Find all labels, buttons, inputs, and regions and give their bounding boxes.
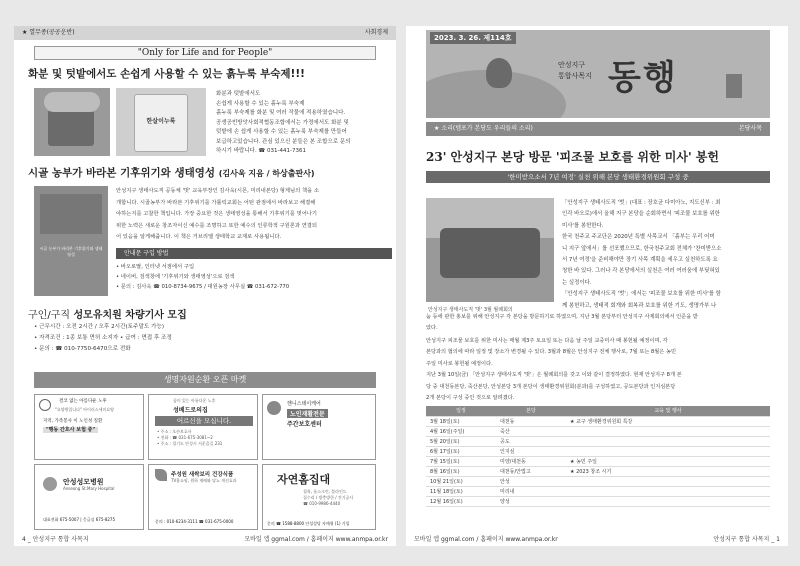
ad-day-care[interactable] (262, 394, 376, 460)
photo-caption: 안성지구 생태사도직 '벗' 3월 월례회의 (428, 307, 513, 313)
article2-title (28, 165, 315, 180)
ad3-top: 헨니스데이케어 (287, 401, 321, 407)
table-row: 12월 16일(토) 양성 (426, 496, 770, 506)
gardening-photo (34, 88, 110, 156)
article1-title: 화분 및 텃밭에서도 손쉽게 사용할 수 있는 흙누룩 부숙제!!! (28, 68, 305, 80)
ad2-info: • 주소 : 오산보호사 • 전화 : ☎ 031-675-3081~2 • 주소 : 경기도 안성시 서운읍길 231 (157, 429, 223, 446)
ad6-phone: 문의 ☎ 1588-8800 안성성당 자매형 (1) 가입 (267, 521, 350, 526)
ad5-phone: 문의 : 010-6234-3111 ☎ 031-675-0000 (155, 519, 234, 524)
schedule-table (426, 406, 770, 507)
book-cover-title: 시골 농부가 바라본 기후위기와 생태영성 (39, 246, 103, 257)
ad3-logo-icon (267, 401, 281, 415)
recruit-heading: 성모유치원 차량기사 모집 (73, 310, 187, 321)
left-footer-url: 모바일 앱 ggmal.com / 홈페이지 www.anmpa.or.kr (244, 536, 388, 543)
ad5-sub: TV홈쇼핑, 원하 재배와 당뇨 개선효과 (171, 478, 237, 483)
ad2-top: 꿈이 있는 아름다운 노후 (173, 398, 216, 403)
masthead-date: 2023. 3. 26. 제114호 (430, 32, 516, 44)
table-row: 10월 21일(토) 안성 (426, 476, 770, 486)
table-row: 7월 15일(토) 미양/대천동 ★ 농민 주일 (426, 456, 770, 466)
ad4-logo-icon (43, 477, 57, 491)
ad-nursing-home-1[interactable] (34, 394, 144, 460)
banner-motto: "Only for Life and for People" (34, 46, 376, 60)
article-body-2: 안성지구 피조물 보호를 위한 미사는 매월 제3주 토요일 또는 다음 날 주일 교중미사 때 봉헌될 예정이며, 각 본당과의 협의에 따라 일정 및 장소가 변경될 수 있다. 3월과 8월은 안성지구 전체 행사로, 7월 또는 8월은 농민 주일 미사로 봉헌될 예정이다. 지난 3월 10일(금) 「안성지구 생태사도직 '벗'」은 월례회의를 갖고 이와 같이 결정하였다. 현재 안성지구 8개 본 당 중 대천동본당, 죽산본당, 안성본당 3개 본당이 생태환경위원회(분과)를 구성하였고, 공도본당과 인지심본당 2개 본당이 구성 중인 것으로 알려졌다. (426, 338, 682, 402)
open-market-bar: 생명자원순환 오픈 마켓 (34, 372, 376, 388)
ad-st-mary-hospital[interactable] (34, 464, 144, 530)
recruit-category: 구인/구직 (28, 310, 71, 321)
right-footer-url: 모바일 앱 ggmal.com / 홈페이지 www.anmpa.or.kr (414, 536, 558, 543)
col-date: 일정 (426, 406, 496, 416)
masthead-sub1: 안성지구 (558, 61, 586, 69)
main-headline: 23' 안성지구 본당 방문 '피조물 보호를 위한 미사' 봉헌 (426, 150, 719, 164)
table-row: 8월 16일(토) 대천동/안법고 ★ 2023 창조 시기 (426, 466, 770, 476)
ad-st-peter-house[interactable] (148, 394, 258, 460)
ad1-logo-icon (39, 399, 51, 411)
right-page-header (426, 122, 770, 136)
left-page-header (14, 26, 396, 40)
headline-subbar: '한미받으소서 7년 여정' 실천 위해 본당 생태환경위원회 구성 중 (426, 171, 770, 183)
left-header-category: 사회경제 (364, 29, 388, 36)
recruit-title (28, 306, 187, 321)
article-body-1: 「안성지구 생태사도직 '벗」(대표 : 장호균 다미아노, 지도신부 : 최 인각 바오로)에서 올해 지구 본당을 순회하면서 '피조물 보호를 위한 미사'를 봉헌한다. 한국 천주교 주교단은 2020년 특별 사목교서 「흙부는 우리 어머 니 지구 앞에서」를 선포했으므로, 한국천주교회 전체가 '찬미받으소 서 7년 여정'을 준비해야만 장기 사목 계획을 세우고 실천하도록 요 청한 바 있다. 그러나 각 본당에서의 실천은 여러 여러움에 부딪혀있 는 실정이다. 「안성지구 생태사도직 '벗'」에서는 '피조물 보호를 위한 미사'를 함 께 봉헌하고, 생태적 회개와 회복과 보호를 위한 기도, 생명가부 나 (562, 200, 722, 309)
product-bag-label: 한살이누룩 (146, 118, 176, 125)
left-footer-page: 4 _ 안성지구 통합 사목지 (22, 536, 89, 543)
table-row: 4월 16일(주일) 죽산 (426, 426, 770, 436)
schedule-header-row (426, 406, 770, 416)
table-row: 11월 18일(토) 미리내 (426, 486, 770, 496)
right-page (406, 26, 788, 546)
ad4-english: Anseong St.Mary Hospital (63, 486, 115, 491)
right-footer-page: 안성지구 통합 사목지 _ 1 (713, 536, 780, 543)
ad1-subtitle: "요양원입니다" 아이러스세미요양 (55, 407, 115, 412)
ad1-title: 결코 없는 아름다운 노후 (59, 399, 107, 404)
masthead (426, 30, 770, 118)
ad1-cta: "행동 간호사 보험 중" (43, 427, 98, 433)
buy-method-bar: 안내문 구입 방법 (116, 248, 392, 259)
ad3-sub: 주간보호센터 (287, 421, 322, 428)
left-page-footer (14, 534, 396, 543)
col-event: 교육 및 행사 (566, 406, 770, 416)
ad2-brand: 성베드로의집 (173, 407, 208, 414)
ad5-leaf-icon (155, 469, 167, 481)
right-header-category: 본당사목 (738, 125, 762, 132)
ad1-name: 지역, 가족봉사 이 노인성 질환 (43, 419, 103, 424)
ad4-phone: 대표전화 675-5007 | 응급실 675-8275 (43, 517, 115, 522)
masthead-church-icon (726, 74, 742, 98)
article2-body: 안성지구 생태사도직 공동체 '벗' 교육부장인 김사욱(시몬, 미리내본당) 형제님의 책을 소 개합니다. 시골농부가 바라본 기후위기를 가톨릭교회는 어떤 관점에서 바라보고 해결해 야하는지를 고찰한 책입니다. 가장 중요한 것은 생태영성을 통해서 기후위기를 벗어나기 위한 노력은 새로운 창조자이신 예수를 조명하고 또한 예수의 인류학적 구원론과 연결되 어 있음을 알게해줍니다. 이 책은 거브리엘 생태학교 교재로 사용됩니다. (116, 188, 319, 240)
right-header-section: ★ 소리(템포가 본당도 우리들의 소리) (434, 125, 533, 132)
table-row: 6월 17일(토) 인지심 (426, 446, 770, 456)
ad6-info: 철학, 롤스크린, 블라인드 집수리 / 방충방한 / 전기공사 ☎ 010-9986-4440 (303, 489, 354, 506)
article2-title-sub: (김사욱 지음 / 하상출판사) (218, 169, 315, 178)
ad3-name: 노인재활전문 (287, 409, 328, 418)
book-cover-photo (34, 186, 108, 296)
ad2-name: 어르신을 모십니다. (155, 416, 253, 426)
masthead-tree-icon (486, 58, 512, 88)
ad-barley-health[interactable] (148, 464, 258, 530)
article2-title-main: 시골 농부가 바라본 기후위기와 생태영성 (28, 167, 216, 179)
right-page-footer (406, 534, 788, 543)
col-parish: 본당 (496, 406, 566, 416)
ad5-name: 주성원 새싹보리 건강식품 (171, 472, 234, 478)
ad4-brand: 안성성모병원 (63, 478, 104, 486)
article-body-1-cont: 눔 등에 관한 홍보를 위해 안성지구 각 본당을 방문하기로 하였으며, 지난 3월 본당부터 안성지구 사제회의에서 인준을 받 았다. (426, 314, 698, 332)
recruit-details: • 근무시간 : 오전 2시간 / 오후 2시간(토주말도 가능) • 자격조건 : 1종 보통 면허 소지자 • 급여 : 면접 후 조정 • 문의 : ☎ 010-7750-6470으로 전화 (34, 324, 172, 352)
buy-method-list: • 바오로딸, 인터넷 서점에서 구입 • 네이버, 검색창에 '기후위기와 생태영성'으로 검색 • 문의 : 김사욱 ☎ 010-8734-9675 / 대원농장 사무실 ☎ 031-672-770 (116, 264, 290, 290)
left-page (14, 26, 396, 546)
ad-natural-home[interactable] (262, 464, 376, 530)
masthead-sub2: 통합사목지 (558, 72, 592, 80)
product-bag-photo (116, 88, 206, 156)
article1-body: 화분과 텃밭에서도 손쉽게 사용할 수 있는 흙누룩 부숙제 흙누룩 부숙제를 화분 및 여러 작물에 적용하였습니다. 공생공빈방앗사회적협동조합에서는 가정에서도 화분 및 텃밭에 손 쉽게 사용할 수 있는 흙누룩 부숙제를 만들어 보급하고있습니다. 관심 있으신 분들은 본 조합으로 문의 하시기 바랍니다. ☎ 031-441-7361 (216, 91, 351, 154)
left-header-section: ★ 열무종(공공운반) (22, 29, 75, 36)
table-row: 5월 20일(토) 공도 (426, 436, 770, 446)
table-row: 3월 18일(토) 대천동 ★ 교구 생태환경위원회 특강 (426, 416, 770, 426)
meeting-photo (426, 198, 554, 302)
ad6-name: 자연홈집대 (277, 473, 331, 486)
masthead-title: 동행 (608, 58, 678, 98)
